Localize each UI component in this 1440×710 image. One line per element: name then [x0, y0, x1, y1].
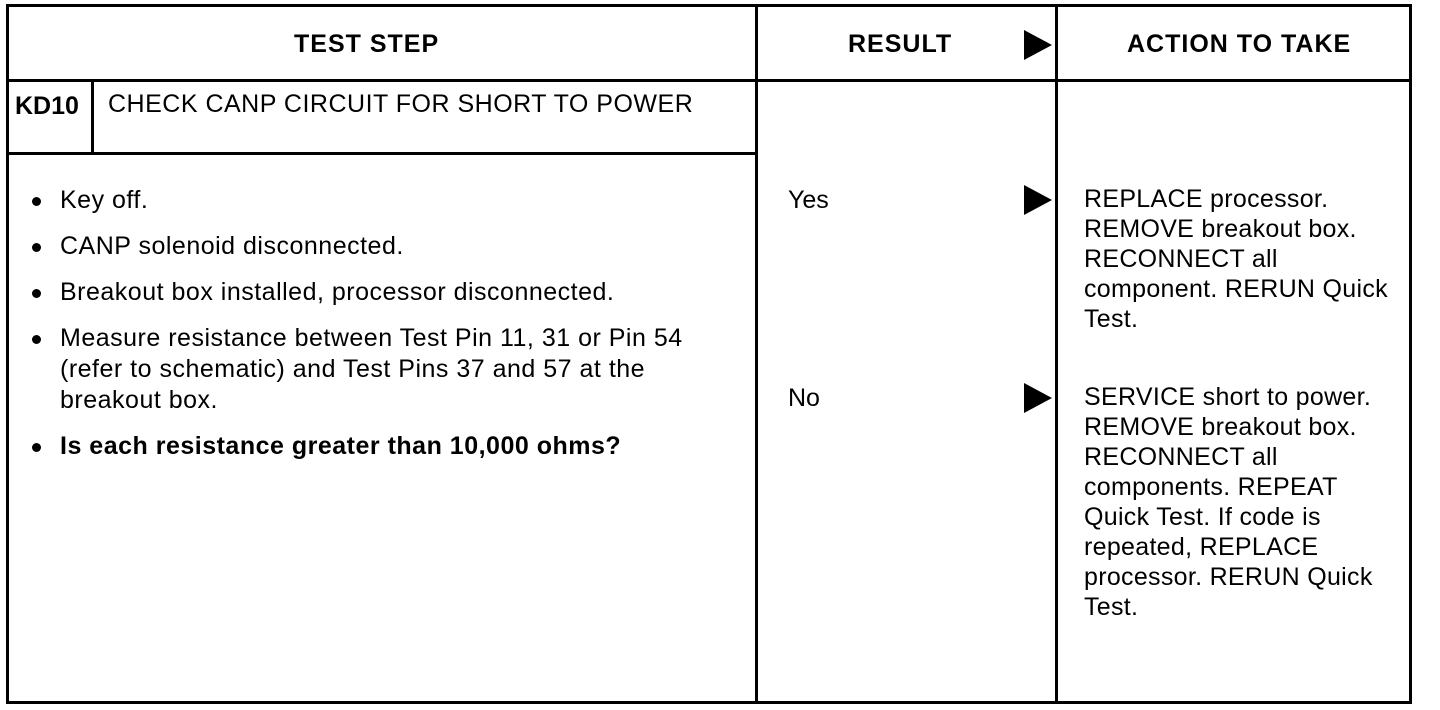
- result-yes-arrow-icon: [1024, 185, 1052, 215]
- header-action-to-take: ACTION TO TAKE: [1127, 30, 1352, 58]
- list-item: Breakout box installed, processor disconnected.: [30, 277, 730, 308]
- list-item: Measure resistance between Test Pin 11, 31 or Pin 54 (refer to schematic) and Test Pins 37 and 57 at the breakout box.: [30, 323, 730, 416]
- column-divider-action: [1055, 4, 1058, 704]
- header-result: RESULT: [848, 30, 953, 58]
- bullet-icon: [32, 243, 41, 252]
- step-code: KD10: [15, 92, 79, 120]
- step-code-divider: [91, 79, 94, 155]
- bullet-icon: [32, 443, 41, 452]
- action-yes: REPLACE processor. REMOVE breakout box. RECONNECT all component. RERUN Quick Test.: [1084, 185, 1388, 333]
- action-no: SERVICE short to power. REMOVE breakout box. RECONNECT all components. REPEAT Quick Test. If code is repeated, REPLACE processor. RERUN Quick Test.: [1084, 383, 1373, 621]
- list-item: Key off.: [30, 185, 730, 216]
- header-test-step: TEST STEP: [294, 30, 440, 58]
- header-arrow-icon: [1024, 30, 1052, 60]
- list-item-question: Is each resistance greater than 10,000 ohms?: [30, 431, 730, 462]
- result-yes: Yes: [788, 186, 829, 214]
- bullet-icon: [32, 289, 41, 298]
- bullet-icon: [32, 335, 41, 344]
- result-no: No: [788, 384, 820, 412]
- test-step-list: [30, 185, 730, 477]
- result-no-arrow-icon: [1024, 383, 1052, 413]
- column-divider-result: [755, 4, 758, 704]
- step-title-divider: [6, 152, 758, 155]
- list-item: CANP solenoid disconnected.: [30, 231, 730, 262]
- bullet-icon: [32, 197, 41, 206]
- header-divider: [6, 79, 1412, 82]
- step-title: CHECK CANP CIRCUIT FOR SHORT TO POWER: [108, 90, 694, 118]
